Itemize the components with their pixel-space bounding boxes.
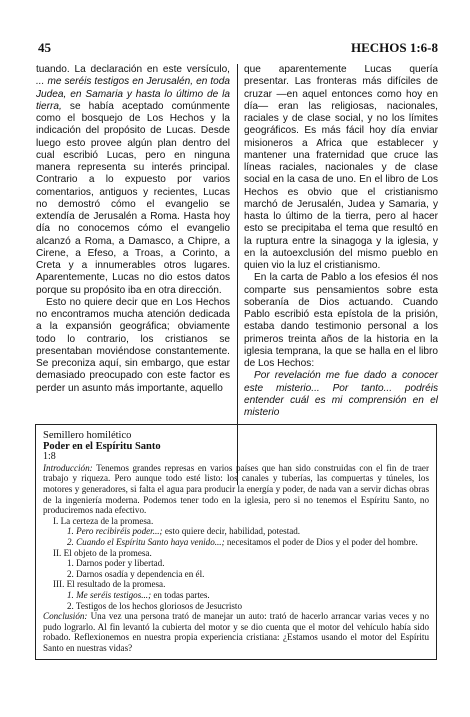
page-number: 45 (38, 40, 51, 55)
sermon-outline-box (35, 424, 437, 660)
outline-I-1-quote: 1. Pero recibiréis poder...; (67, 526, 163, 537)
outline-point-I-1 (43, 526, 429, 537)
column-divider (237, 64, 238, 485)
running-head: HECHOS 1:6-8 (350, 40, 438, 55)
outline-I-2-text: necesitamos el poder de Dios y el poder del hombre. (224, 536, 418, 547)
right-paragraph-3: Por revelación me fue dado a conocer este misterio... Por tanto... podréis entender cuál es mi comprensión en el misterio (244, 370, 438, 418)
left-paragraph-1 (36, 64, 230, 297)
outline-point-I-2 (43, 537, 429, 548)
outline-point-II-1: 1. Darnos poder y libertad. (67, 558, 165, 569)
conclusion-text: Una vez una persona trató de manejar un auto: trató de hacerlo arrancar varias veces y no pudo lograrlo. Al fin levantó la cubierta del motor y se dio cuenta que el motor del vehículo había sido robado. Reflexionemos en nuestra propia experiencia cristiana: ¿Estamos usando el motor del Espíritu Santo en nuestras vidas? (43, 611, 429, 653)
box-label: Semillero homilético (43, 430, 132, 441)
left-p1-text-b: se había aceptado comúnmente como el bosquejo de Los Hechos y la indicación del propósito de Lucas. Desde luego esto provee algún plan dentro del cual escribió Lucas, pero en ninguna manera representa su interés principal. Contrario a lo expuesto por varios comentarios, antiguos y recientes, Lucas no demostró cómo el evangelio se extendía de Jerusalén a Roma. Hasta hoy día no conocemos cómo el evangelio alcanzó a Roma, a Damasco, a Chipre, a Cirene, a Efeso, a Troas, a Corinto, a Creta y a innumerables otros lugares. Aparentemente, Lucas no dio estos datos porque su propósito iba en otra dirección. (36, 100, 230, 296)
left-column (36, 64, 230, 395)
outline-I-2-quote: 2. Cuando el Espíritu Santo haya venido...; (67, 536, 225, 547)
box-introduction (43, 463, 429, 516)
intro-text: Tenemos grandes represas en varios países que han sido construidas con el fin de traer trabajo y riqueza. Pero aunque todo esté listo: los canales y tuberías, las compuertas y túneles, los motores y generadores, si falta el agua para producir la energía y poder, de nada van a servir dichas obras de la ingeniería moderna. Podemos tener todo en la iglesia, pero si no tenemos el Espíritu Santo, no produciremos nada efectivo. (43, 462, 429, 516)
intro-label: Introducción: (43, 462, 93, 473)
outline-point-II-2: 2. Darnos osadía y dependencia en él. (67, 568, 205, 579)
right-column (244, 64, 438, 419)
left-p1-quote: ... me seréis testigos en Jerusalén, en toda Judea, en Samaria y hasta lo último de la tierra, (36, 76, 230, 112)
right-paragraph-2: En la carta de Pablo a los efesios él nos comparte sus pensamientos sobre esta soberanía de Dios actuando. Cuando Pablo escribió esta epístola de la prisión, estaba dando testimonio personal a los primeros treinta años de la historia en la iglesia temprana, la que se halla en el libro de Los Hechos: (244, 272, 438, 369)
box-reference: 1:8 (43, 451, 56, 463)
outline-III-1-text: en todas partes. (151, 589, 210, 600)
conclusion-label: Conclusión: (43, 611, 88, 622)
body-columns (36, 64, 438, 484)
outline-III-1-quote: 1. Me seréis testigos...; (67, 589, 152, 600)
outline-point-III-1 (43, 590, 429, 601)
outline-I-1-text: esto quiere decir, habilidad, potestad. (162, 526, 301, 537)
box-title: Poder en el Espíritu Santo (43, 440, 161, 452)
left-paragraph-2: Esto no quiere decir que en Los Hechos no encontramos mucha atención dedicada a la expansión geográfica; obviamente todo lo contrario, los cristianos se presentaban moviéndose constantemente. Se preconiza aquí, sin embargo, que estar demasiado preocupado con este factor es perder un asunto más importante, aquello (36, 296, 230, 394)
box-conclusion (43, 611, 429, 653)
outline-point-I: I. La certeza de la promesa. (53, 515, 154, 526)
right-paragraph-1: que aparentemente Lucas quería presentar. Las fronteras más difíciles de cruzar —en aquel entonces como hoy en día— eran las religiosas, nacionales, raciales y de clase social, y no los límites geográficos. Es más fácil hoy día enviar misioneros a Africa que establecer y mantener una fraternidad que cruce las líneas raciales, nacionales y de clase social en la casa de uno. En el libro de Los Hechos es obvio que el cristianismo marchó de Jerusalén, Judea y Samaria, y hasta lo último de la tierra, pero al hacer esto se precipitaba el tema que resultó en la ruptura entre la sinagoga y la iglesia, y en la autoexclusión del mismo pueblo en quien vio la luz el cristianismo. (244, 64, 438, 271)
outline-point-III: III. El resultado de la promesa. (53, 579, 166, 590)
outline-point-III-2: 2. Testigos de los hechos gloriosos de Jesucristo (67, 600, 242, 611)
outline-point-II: II. El objeto de la promesa. (53, 547, 152, 558)
left-p1-text-a: tuando. La declaración en este versículo, (36, 64, 230, 75)
